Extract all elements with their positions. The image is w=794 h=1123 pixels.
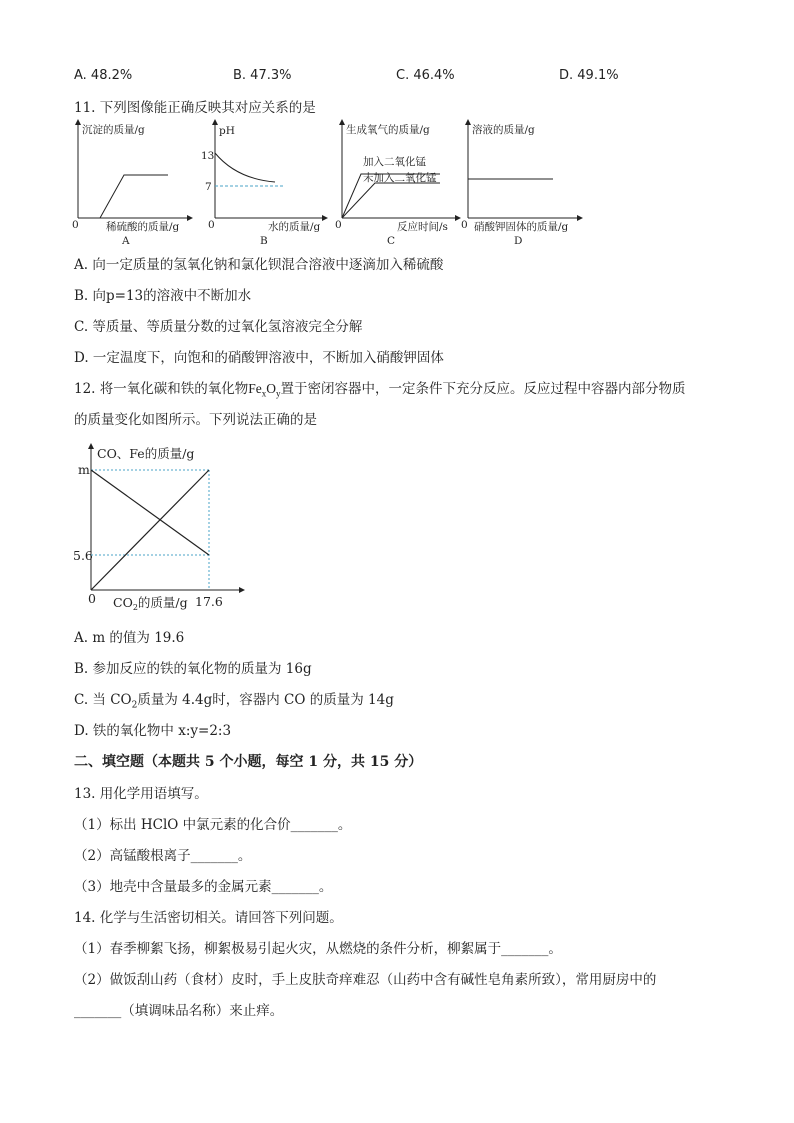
graph-b xyxy=(201,122,325,247)
graph-b-ylabel: pH xyxy=(219,125,235,137)
graph-a-origin: 0 xyxy=(72,219,79,231)
q12-option-b: B. 参加反应的铁的氧化物的质量为 16g xyxy=(74,661,312,677)
q11-option-a: A. 向一定质量的氢氧化钠和氯化钡混合溶液中逐滴加入稀硫酸 xyxy=(74,257,444,273)
graph-a-xlabel: 稀硫酸的质量/g xyxy=(106,221,180,233)
graph-d-origin: 0 xyxy=(461,219,468,231)
q13-item-3: （3）地壳中含量最多的金属元素_______。 xyxy=(74,879,333,895)
q12-co-line xyxy=(91,470,209,555)
q12-ytick-m: m xyxy=(78,462,90,477)
graph-b-origin: 0 xyxy=(208,219,215,231)
q12-option-c: C. 当 $CO_2$质量为 4.4g时，容器内 CO 的质量为 14g xyxy=(74,692,394,711)
q10-option-c: C. 46.4% xyxy=(396,68,455,83)
q14-item-2-line2: _______（填调味品名称）来止痒。 xyxy=(74,1003,284,1019)
q12-origin: 0 xyxy=(88,591,96,606)
q14-item-1: （1）春季柳絮飞扬，柳絮极易引起火灾，从燃烧的条件分析，柳絮属于_______。 xyxy=(74,941,562,957)
q13-item-2: （2）高锰酸根离子_______。 xyxy=(74,848,252,864)
q12-stem-part-b: 置于密闭容器中，一定条件下充分反应。反应过程中容器内部分物质 xyxy=(280,381,686,397)
graph-c-letter: C xyxy=(387,235,396,247)
q13-item-1: （1）标出 HClO 中氯元素的化合价_______。 xyxy=(74,817,352,833)
graph-b-letter: B xyxy=(260,235,268,247)
graph-c-label-catalyst: 加入二氧化锰 xyxy=(363,156,426,168)
graph-c-label-no-catalyst: 未加入二氧化锰 xyxy=(363,172,437,184)
graph-d xyxy=(461,122,580,247)
graph-b-xlabel: 水的质量/g xyxy=(268,221,321,233)
graph-c-xlabel: 反应时间/s xyxy=(397,221,448,233)
section-2-title: 二、填空题（本题共 5 个小题，每空 1 分，共 15 分） xyxy=(74,754,423,770)
q12-ylabel: CO、Fe的质量/g xyxy=(97,446,195,461)
graph-c-origin: 0 xyxy=(335,219,342,231)
q12-xtick-17.6: 17.6 xyxy=(195,594,223,609)
q12-chart xyxy=(70,440,260,615)
q11-stem: 11. 下列图像能正确反映其对应关系的是 xyxy=(74,100,316,116)
q14-stem: 14. 化学与生活密切相关。请回答下列问题。 xyxy=(74,910,343,926)
graph-d-xlabel: 硝酸钾固体的质量/g xyxy=(474,221,569,233)
graph-a-curve xyxy=(100,175,168,218)
q10-option-d: D. 49.1% xyxy=(559,68,619,83)
q12-xlabel: $CO_2$的质量/g xyxy=(113,595,188,612)
q12-fe-line xyxy=(91,470,209,590)
graph-b-curve xyxy=(215,153,275,182)
graph-c xyxy=(335,122,458,247)
graph-b-tick-13: 13 xyxy=(201,150,215,162)
graph-d-letter: D xyxy=(514,235,523,247)
q12-stem-line2: 的质量变化如图所示。下列说法正确的是 xyxy=(74,412,317,428)
q11-option-d: D. 一定温度下，向饱和的硝酸钾溶液中，不断加入硝酸钾固体 xyxy=(74,350,444,366)
q12-stem-line1 xyxy=(74,380,686,403)
graph-c-curve-no-catalyst xyxy=(342,183,440,218)
q12-ytick-5.6: 5.6 xyxy=(73,548,93,563)
q11-option-b: B. 向p=13的溶液中不断加水 xyxy=(74,288,252,304)
graph-d-ylabel: 溶液的质量/g xyxy=(472,124,535,136)
q10-option-b: B. 47.3% xyxy=(233,68,292,83)
q12-option-d: D. 铁的氧化物中 x:y=2:3 xyxy=(74,723,232,739)
q12-stem-part-a: 12. 将一氧化碳和铁的氧化物 xyxy=(74,381,249,397)
graph-a xyxy=(72,122,190,247)
graph-a-ylabel: 沉淀的质量/g xyxy=(82,124,145,136)
q14-item-2-line1: （2）做饭刮山药（食材）皮时，手上皮肤奇痒难忍（山药中含有碱性皂角素所致），常用厨房中的 xyxy=(74,972,657,988)
q11-graphs xyxy=(60,116,600,250)
q11-option-c: C. 等质量、等质量分数的过氧化氢溶液完全分解 xyxy=(74,319,363,335)
q12-option-a: A. m 的值为 19.6 xyxy=(74,630,185,646)
graph-a-letter: A xyxy=(122,235,130,247)
q10-option-a: A. 48.2% xyxy=(74,68,133,83)
q13-stem: 13. 用化学用语填写。 xyxy=(74,786,208,802)
graph-b-tick-7: 7 xyxy=(205,181,212,193)
graph-c-ylabel: 生成氧气的质量/g xyxy=(346,124,430,136)
q12-formula: $Fe_xO_y$ xyxy=(248,381,281,399)
